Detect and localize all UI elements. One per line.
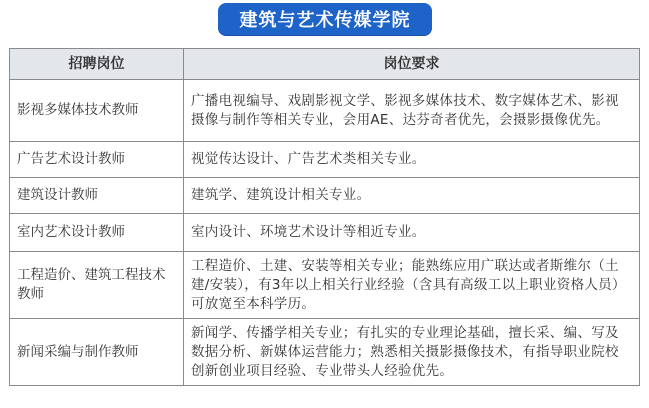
requirement-cell: 视觉传达设计、广告艺术类相关专业。 [184, 142, 640, 178]
table-header-row [10, 49, 640, 80]
table-row [10, 80, 640, 142]
requirement-cell: 建筑学、建筑设计相关专业。 [184, 178, 640, 214]
table-row [10, 319, 640, 386]
recruitment-table [9, 48, 640, 386]
position-cell: 广告艺术设计教师 [10, 142, 184, 178]
table-row [10, 178, 640, 214]
position-cell: 工程造价、建筑工程技术教师 [10, 252, 184, 319]
table-row [10, 142, 640, 178]
requirement-cell: 广播电视编导、戏剧影视文学、影视多媒体技术、数字媒体艺术、影视摄像与制作等相关专业，会用AE、达芬奇者优先，会摄影摄像优先。 [184, 80, 640, 142]
column-header-position: 招聘岗位 [10, 49, 184, 80]
column-header-requirement: 岗位要求 [184, 49, 640, 80]
position-cell: 影视多媒体技术教师 [10, 80, 184, 142]
table-row [10, 252, 640, 319]
section-title-banner [218, 3, 432, 35]
position-cell: 室内艺术设计教师 [10, 214, 184, 252]
table-row [10, 214, 640, 252]
requirement-cell: 室内设计、环境艺术设计等相近专业。 [184, 214, 640, 252]
requirement-cell: 工程造价、土建、安装等相关专业；能熟练应用广联达或者斯维尔（土建/安装），有3年以上相关行业经验（含具有高级工以上职业资格人员）可放宽至本科学历。 [184, 252, 640, 319]
position-cell: 建筑设计教师 [10, 178, 184, 214]
position-cell: 新闻采编与制作教师 [10, 319, 184, 386]
requirement-cell: 新闻学、传播学相关专业；有扎实的专业理论基础，擅长采、编、写及数据分析、新媒体运营能力；熟悉相关摄影摄像技术，有指导职业院校创新创业项目经验、专业带头人经验优先。 [184, 319, 640, 386]
section-title: 建筑与艺术传媒学院 [239, 10, 411, 31]
